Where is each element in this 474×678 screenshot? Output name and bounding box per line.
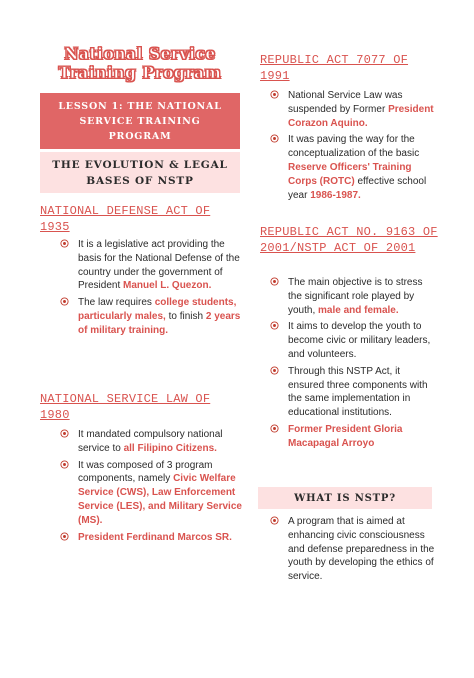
list-item [58, 459, 244, 528]
ra7077-list [268, 89, 436, 205]
list-item [58, 238, 244, 293]
item-text: The main objective is to stress the significant role played by youth, [288, 277, 423, 316]
bullseye-icon [270, 134, 279, 143]
bullseye-icon [270, 516, 279, 525]
item-text: The law requires [78, 297, 155, 309]
what-is-nstp-banner: WHAT IS NSTP? [258, 487, 432, 509]
highlight-text: college students, particularly males, [78, 297, 237, 322]
evolution-banner: THE EVOLUTION & LEGAL BASES OF NSTP [40, 152, 240, 193]
list-item [58, 296, 244, 337]
bullseye-icon [60, 460, 69, 469]
bullseye-icon [270, 321, 279, 330]
list-item [58, 428, 244, 456]
list-item [268, 365, 436, 420]
nslaw-heading: NATIONAL SERVICE LAW OF 1980 [40, 392, 211, 422]
list-item [268, 515, 436, 584]
ra9163-list [268, 276, 436, 454]
item-text: effective school year [288, 175, 427, 201]
item-text: It aims to develop the youth to become civic or military leaders, and volunteers. [288, 321, 431, 360]
list-item [268, 133, 436, 202]
highlight-text: all Filipino Citizens. [123, 442, 217, 454]
bullseye-icon [270, 277, 279, 286]
ndact-list [58, 238, 244, 341]
bullseye-icon [270, 366, 279, 375]
lesson-banner: LESSON 1: THE NATIONAL SERVICE TRAINING PROGRAM [40, 93, 240, 149]
bullseye-icon [270, 90, 279, 99]
list-item [268, 320, 436, 361]
item-text: It was paving the way for the conceptualization of the basic [288, 134, 420, 160]
item-text: It was composed of 3 program components, namely [78, 459, 213, 485]
item-text: It is a legislative act providing the basis for the National Defense of the country under the government of President [78, 239, 240, 292]
ndact-heading: NATIONAL DEFENSE ACT OF 1935 [40, 204, 211, 234]
list-item [58, 531, 244, 545]
item-text: National Service Law was suspended by Former [288, 90, 403, 115]
highlight-text: President Ferdinand Marcos SR. [78, 531, 232, 543]
item-text: A program that is aimed at enhancing civic consciousness and defense preparedness in the youth by developing the ethics of service. [288, 516, 435, 583]
highlight-text: 1986-1987. [310, 189, 361, 201]
list-item [268, 276, 436, 317]
item-text: to finish [165, 310, 206, 322]
list-item [268, 89, 436, 130]
ra7077-heading: REPUBLIC ACT 7077 OF 1991 [260, 53, 409, 83]
highlight-text: male and female. [318, 304, 399, 316]
whatis-list [268, 515, 436, 587]
bullseye-icon [270, 424, 279, 433]
list-item [268, 423, 436, 451]
bullseye-icon [60, 532, 69, 541]
bullseye-icon [60, 239, 69, 248]
highlight-text: Manuel L. Quezon. [123, 280, 212, 292]
highlight-text: President Corazon Aquino. [288, 103, 434, 129]
highlight-text: Civic Welfare Service (CWS), Law Enforcement Service (LES), and Military Service (MS). [78, 473, 242, 526]
highlight-text: 2 years of military training. [78, 310, 241, 336]
bullseye-icon [60, 429, 69, 438]
item-text: It mandated compulsory national service to [78, 429, 223, 454]
highlight-text: Reserve Officers' Training Corps (ROTC) [288, 161, 412, 187]
item-text: Through this NSTP Act, it ensured three components with the same implementation in educational institutions. [288, 365, 428, 419]
ra9163-heading: REPUBLIC ACT NO. 9163 OF 2001/NSTP ACT OF 2001 [260, 225, 438, 255]
nslaw-list [58, 428, 244, 547]
highlight-text: Former President Gloria Macapagal Arroyo [288, 423, 403, 449]
bullseye-icon [60, 297, 69, 306]
page-title: National Service Training Program [58, 44, 222, 82]
